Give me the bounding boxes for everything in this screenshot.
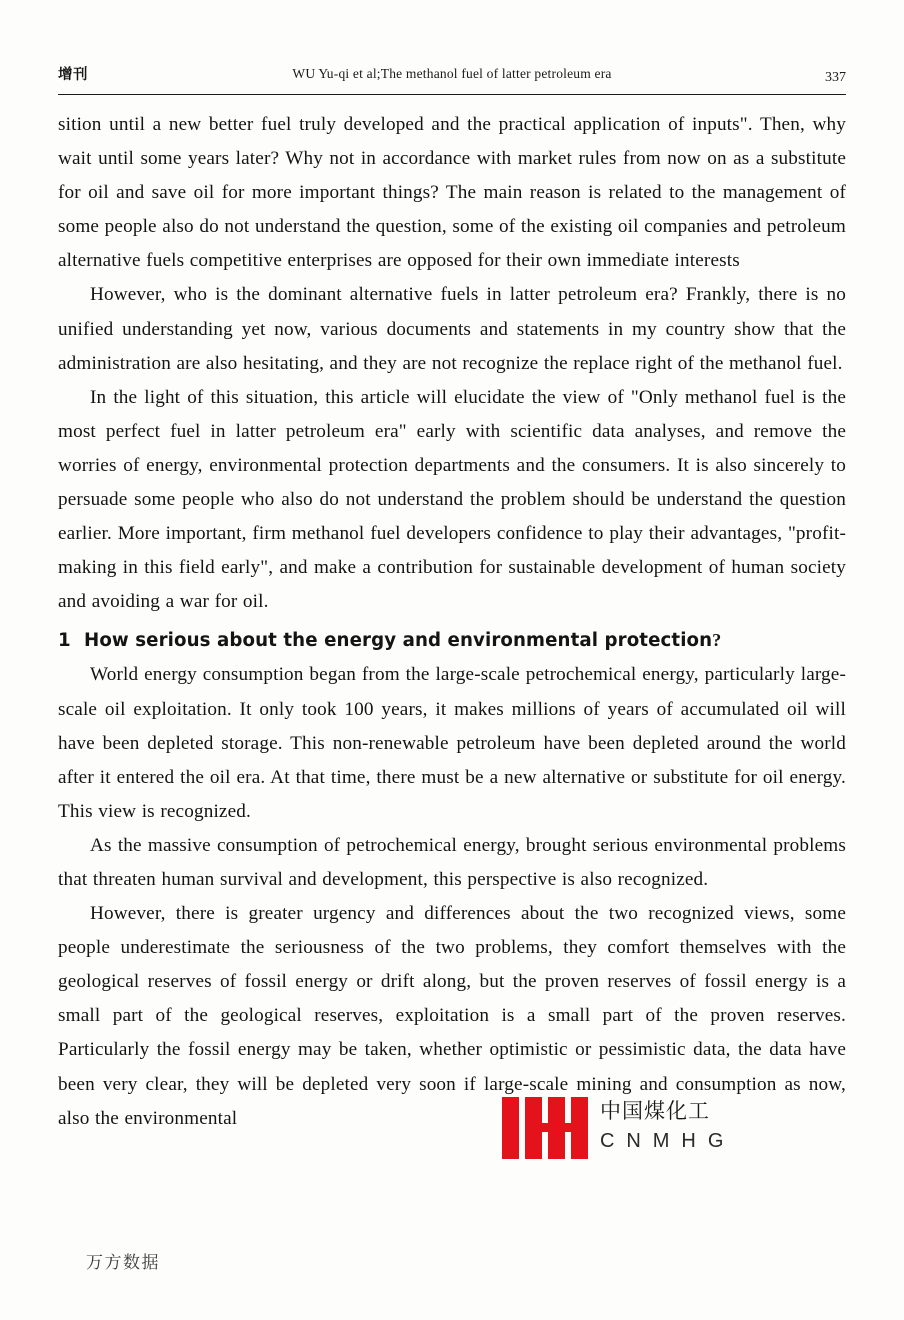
paragraph: World energy consumption began from the large-scale petrochemical energy, particularly large-scale oil exploitation. It only took 100 years, it makes millions of years of accumulated oil will have been depleted storage. This non-renewable petroleum have been depleted around the world after it entered the oil era. At that time, there must be a new alternative or substitute for oil energy. This view is recognized. (58, 664, 846, 822)
issue-label: 增刊 (58, 67, 88, 83)
body-text (58, 108, 846, 1136)
running-title: WU Yu-qi et al;The methanol fuel of latter petroleum era (292, 66, 612, 81)
running-head (58, 58, 846, 92)
paragraph: As the massive consumption of petrochemical energy, brought serious environmental problems that threaten human survival and development, this perspective is also recognized. (58, 834, 846, 890)
section-title: How serious about the energy and environmental protection (84, 630, 713, 652)
section-question-mark: ? (712, 630, 722, 651)
logo-english-text: C N M H G (600, 1130, 727, 1152)
paragraph: In the light of this situation, this article will elucidate the view of "Only methanol fuel is the most perfect fuel in latter petroleum era" early with scientific data analyses, and remove the worries of energy, environmental protection departments and the consumers. It is also sincerely to persuade some people who also do not understand the problem should be understand the question earlier. More important, firm methanol fuel developers confidence to play their advantages, "profit-making in this field early", and make a contribution for sustainable development of human society and avoiding a war for oil. (58, 386, 846, 613)
paragraph: However, who is the dominant alternative fuels in latter petroleum era? Frankly, there is no unified understanding yet now, various documents and statements in my country show that the administration are also hesitating, and they are not recognize the replace right of the methanol fuel. (58, 284, 846, 374)
page-number: 337 (825, 70, 846, 85)
paragraph-continued: sition until a new better fuel truly developed and the practical application of inputs". Then, why wait until some years later? Why not in accordance with market rules from now on as a substitute for oil and save oil for more important things? The main reason is related to the management of some people also do not understand the question, some of the existing oil companies and petroleum alternative fuels competitive enterprises are opposed for their own immediate interests (58, 114, 846, 272)
footer-watermark: 万方数据 (86, 1253, 160, 1273)
section-heading (58, 623, 846, 658)
logo-chinese-text: 中国煤化工 (600, 1099, 710, 1123)
section-number: 1 (58, 630, 71, 652)
header-divider (58, 94, 846, 95)
paragraph: However, there is greater urgency and differences about the two recognized views, some people underestimate the seriousness of the two problems, they comfort themselves with the geological reserves of fossil energy or drift along, but the proven reserves of fossil energy is a small part of the geological reserves, exploitation is a small part of the proven reserves. Particularly the fossil energy may be taken, whether optimistic or pessimistic data, the data have been very clear, they will be depleted very soon if large-scale mining and consumption as now, also the environmental (58, 903, 846, 1129)
